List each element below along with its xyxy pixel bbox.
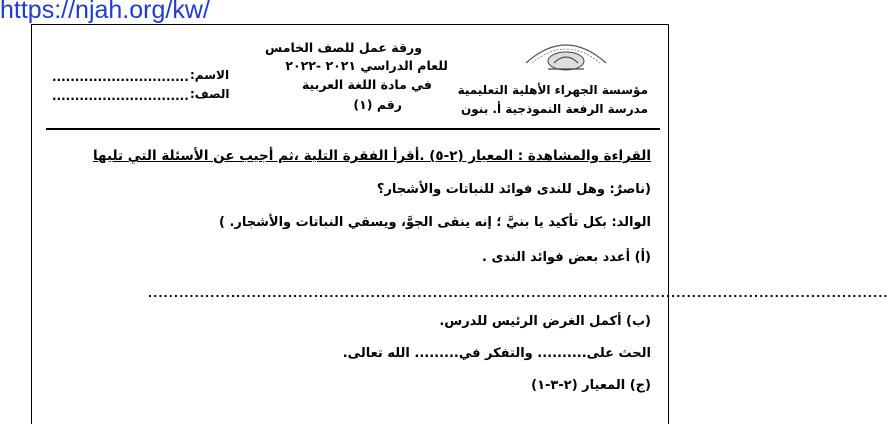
fill-in-line-b: الحث على.......... والتفكر في......... الله تعالى. <box>342 346 651 361</box>
passage-line-1: (ناصرٌ: وهل للندى فوائد للنباتات والأشجار؟ <box>376 182 651 197</box>
class-field[interactable]: .............................. <box>52 89 189 103</box>
worksheet-title-line-4: رقم (١) <box>353 97 402 112</box>
question-b: (ب) أكمل الغرض الرئيس للدرس. <box>439 314 651 329</box>
question-a: (أ) أعدد بعض فوائد الندى . <box>482 250 651 265</box>
school-line-2: مدرسة الرفعة النموذجية أ. بنون <box>461 102 648 116</box>
name-field[interactable]: .............................. <box>52 70 189 84</box>
name-label: الاسم: <box>190 68 230 82</box>
header-divider <box>46 128 660 130</box>
answer-dotted-line[interactable]: ............................................................................................................................................... <box>148 287 889 300</box>
worksheet-title-line-1: ورقة عمل للصف الخامس <box>265 40 422 55</box>
passage-line-2: الوالد: بكل تأكيد يا بنيَّ ؛ إنه ينقى الجوَّ، ويسقي النباتات والأشجار. ) <box>218 215 651 230</box>
school-seal-logo <box>518 33 614 73</box>
worksheet-title-line-3: في مادة اللغة العربية <box>301 77 432 92</box>
watermark-url[interactable]: https://njah.org/kw/ <box>0 0 210 24</box>
class-label: الصف: <box>190 87 230 101</box>
question-c: (ج) المعيار (٢-٣-١) <box>531 378 651 393</box>
section-heading: القراءة والمشاهدة : المعيار (٢-٥) .أقرأ الفقرة التلية ،ثم أجيب عن الأسئلة التي تليها <box>92 148 651 164</box>
worksheet-title-line-2: للعام الدراسي ٢٠٢١ -٢٠٢٢ <box>285 58 448 73</box>
school-line-1: مؤسسة الجهراء الأهلية التعليمية <box>457 83 648 97</box>
